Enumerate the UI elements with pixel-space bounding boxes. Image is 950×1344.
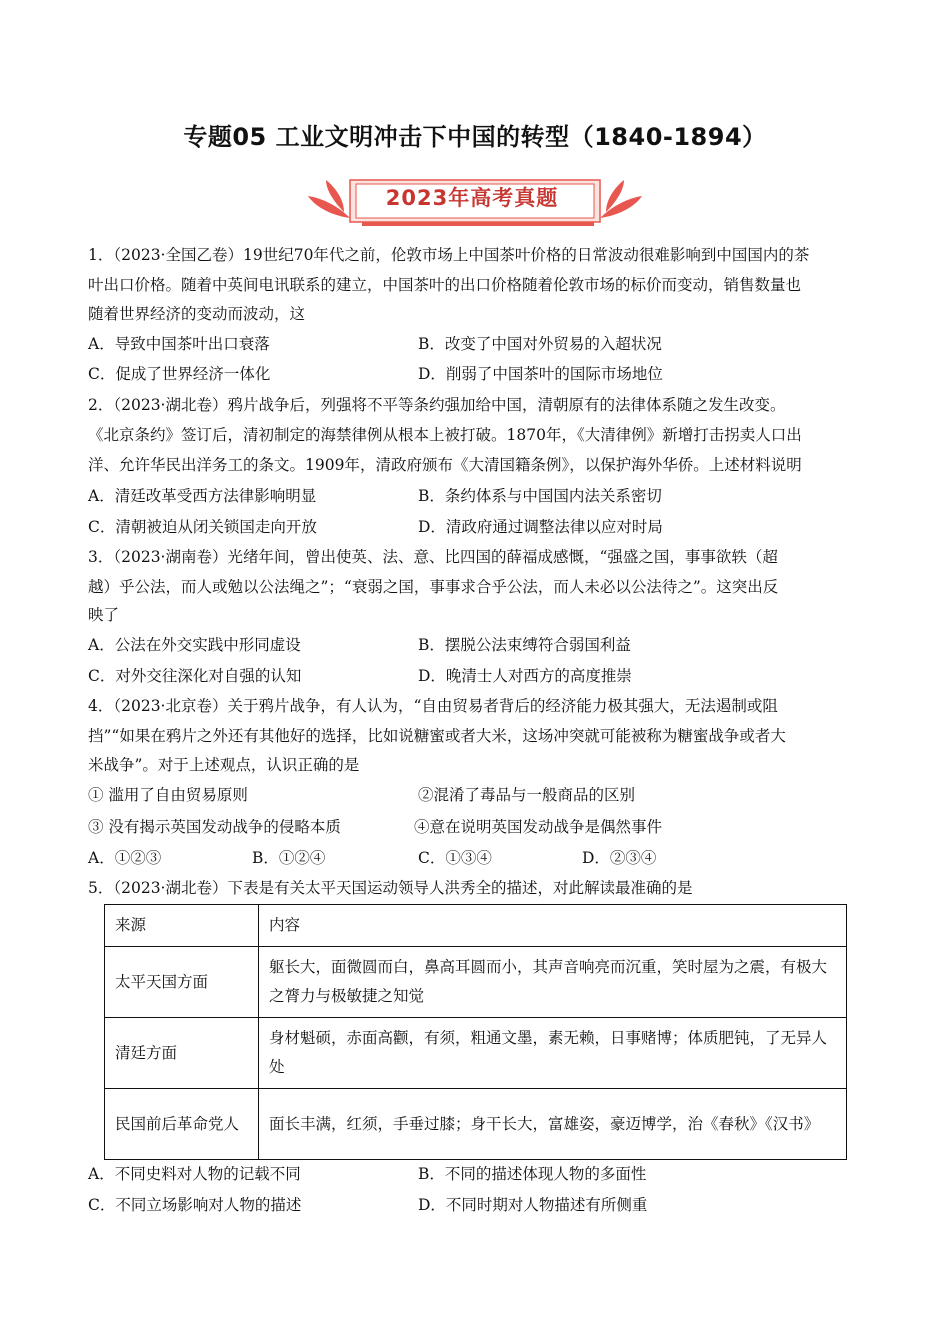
q1-option-b[interactable]: B．改变了中国对外贸易的入超状况 bbox=[418, 335, 662, 353]
q4-option-c[interactable]: C．①③④ bbox=[418, 849, 492, 867]
q3-line-3: 映了 bbox=[88, 606, 120, 624]
q4-statement-4: ④意在说明英国发动战争是偶然事件 bbox=[414, 818, 663, 836]
q4-statement-2: ②混淆了毒品与一般商品的区别 bbox=[418, 786, 636, 804]
table-header-cell: 来源 bbox=[105, 905, 259, 947]
table-cell-content: 面长丰满，红须，手垂过膝；身干长大，富雄姿，豪迈博学，治《春秋》《汉书》 bbox=[259, 1089, 847, 1160]
q3-line-1: 3．（2023·湖南卷）光绪年间，曾出使英、法、意、比四国的薛福成感慨，“强盛之国，事事欲轶（超 bbox=[88, 548, 778, 566]
q3-option-a[interactable]: A．公法在外交实践中形同虚设 bbox=[88, 636, 301, 654]
q1-option-a[interactable]: A．导致中国茶叶出口衰落 bbox=[88, 335, 270, 353]
q4-statement-1: ① 滥用了自由贸易原则 bbox=[88, 786, 248, 804]
q4-option-b[interactable]: B．①②④ bbox=[252, 849, 326, 867]
source-table bbox=[104, 904, 847, 1160]
table-row bbox=[105, 1089, 847, 1160]
table-header-row bbox=[105, 905, 847, 947]
q3-option-d[interactable]: D．晚清士人对西方的高度推崇 bbox=[418, 667, 632, 685]
table-cell-source: 清廷方面 bbox=[105, 1018, 259, 1089]
q2-option-a[interactable]: A．清廷改革受西方法律影响明显 bbox=[88, 487, 317, 505]
banner-label: 2023年高考真题 bbox=[385, 186, 559, 210]
q1-line-1: 1．（2023·全国乙卷）19世纪70年代之前，伦敦市场上中国茶叶价格的日常波动很难影响到中国国内的茶 bbox=[88, 246, 810, 264]
table-row bbox=[105, 1018, 847, 1089]
q2-line-3: 洋、允许华民出洋务工的条文。1909年，清政府颁布《大清国籍条例》，以保护海外华侨。上述材料说明 bbox=[88, 456, 802, 474]
q4-statement-3: ③ 没有揭示英国发动战争的侵略本质 bbox=[88, 818, 341, 836]
table-cell-content: 躯长大，面微圆而白，鼻高耳圆而小，其声音响亮而沉重，笑时屋为之震，有极大之膂力与极敏捷之知觉 bbox=[259, 947, 847, 1018]
q3-option-b[interactable]: B．摆脱公法束缚符合弱国利益 bbox=[418, 636, 631, 654]
table-cell-content: 身材魁硕，赤面高颧，有须，粗通文墨，素无赖，日事赌博；体质肥钝，了无异人处 bbox=[259, 1018, 847, 1089]
q2-option-c[interactable]: C．清朝被迫从闭关锁国走向开放 bbox=[88, 518, 317, 536]
q1-option-c[interactable]: C．促成了世界经济一体化 bbox=[88, 365, 271, 383]
q3-option-c[interactable]: C．对外交往深化对自强的认知 bbox=[88, 667, 302, 685]
table-header-cell: 内容 bbox=[259, 905, 847, 947]
q5-option-c[interactable]: C．不同立场影响对人物的描述 bbox=[88, 1196, 302, 1214]
q2-option-d[interactable]: D．清政府通过调整法律以应对时局 bbox=[418, 518, 663, 536]
q4-option-a[interactable]: A．①②③ bbox=[88, 849, 162, 867]
q1-line-2: 叶出口价格。随着中英间电讯联系的建立，中国茶叶的出口价格随着伦敦市场的标价而变动，销售数量也 bbox=[88, 276, 802, 294]
q5-line-1: 5．（2023·湖北卷）下表是有关太平天国运动领导人洪秀全的描述，对此解读最准确的是 bbox=[88, 879, 693, 897]
q4-option-d[interactable]: D．②③④ bbox=[582, 849, 657, 867]
q5-option-b[interactable]: B．不同的描述体现人物的多面性 bbox=[418, 1165, 647, 1183]
q2-line-2: 《北京条约》签订后，清初制定的海禁律例从根本上被打破。1870年，《大清律例》新增打击拐卖人口出 bbox=[88, 426, 802, 444]
q4-line-3: 米战争”。对于上述观点，认识正确的是 bbox=[88, 756, 360, 774]
q4-line-2: 挡”“如果在鸦片之外还有其他好的选择，比如说糖蜜或者大米，这场冲突就可能被称为糖蜜战争或者大 bbox=[88, 727, 786, 745]
q5-option-a[interactable]: A．不同史料对人物的记载不同 bbox=[88, 1165, 301, 1183]
table-cell-source: 太平天国方面 bbox=[105, 947, 259, 1018]
q1-line-3: 随着世界经济的变动而波动，这 bbox=[88, 305, 306, 323]
q2-line-1: 2．（2023·湖北卷）鸦片战争后，列强将不平等条约强加给中国，清朝原有的法律体系随之发生改变。 bbox=[88, 396, 786, 414]
table-cell-source: 民国前后革命党人 bbox=[105, 1089, 259, 1160]
page-title: 专题05 工业文明冲击下中国的转型（1840-1894） bbox=[183, 123, 767, 151]
q3-line-2: 越）乎公法，而人或勉以公法绳之”；“衰弱之国，事事求合乎公法，而人未必以公法待之”。这突出反 bbox=[88, 578, 779, 596]
q1-option-d[interactable]: D．削弱了中国茶叶的国际市场地位 bbox=[418, 365, 663, 383]
q4-line-1: 4．（2023·北京卷）关于鸦片战争，有人认为，“自由贸易者背后的经济能力极其强大，无法遏制或阻 bbox=[88, 697, 778, 715]
q2-option-b[interactable]: B．条约体系与中国国内法关系密切 bbox=[418, 487, 662, 505]
table-row bbox=[105, 947, 847, 1018]
q5-option-d[interactable]: D．不同时期对人物描述有所侧重 bbox=[418, 1196, 648, 1214]
